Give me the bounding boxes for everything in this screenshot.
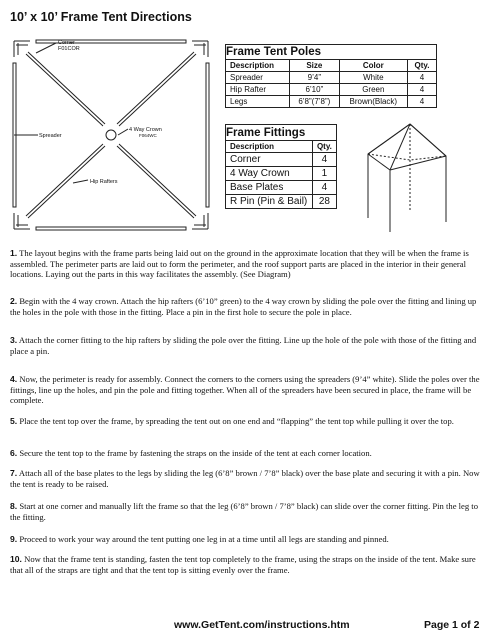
instruction-step: 5. Place the tent top over the frame, by spreading the tent out on one end and “flapping” the tent top while pulling it over the top. — [10, 416, 454, 426]
table-row — [226, 72, 437, 84]
instruction-step: 7. Attach all of the base plates to the legs by sliding the leg (6’8” brown / 7’8” black) over the base plate and securing it with a pin. Now the tent is ready to be raised. — [10, 468, 480, 489]
instruction-step: 8. Start at one corner and manually lift the frame so that the leg (6’8” brown / 7’8” black) can slide over the corner fitting. Pin the leg to the fitting. — [10, 501, 478, 522]
table-row — [226, 181, 337, 195]
table-cell: 4 — [408, 72, 437, 84]
table-cell: R Pin (Pin & Bail) — [226, 195, 313, 209]
frame-fittings-table — [225, 124, 337, 209]
instruction-step: 1. The layout begins with the frame parts being laid out on the ground in the approximate location that they will be when the frame is assembled. The perimeter parts are laid out to form the perimeter, and the roof support parts are placed in the interior in their general locations. Laying out the parts in this way facilitates the assembly. (See Diagram) — [10, 248, 469, 279]
spreader-label: Spreader — [39, 133, 62, 139]
table-cell: Green — [339, 84, 407, 96]
hip-rafters-label: Hip Rafters — [90, 179, 118, 185]
fittings-header-qty: Qty. — [312, 141, 336, 153]
page-title: 10’ x 10’ Frame Tent Directions — [10, 10, 192, 24]
fittings-header-description: Description — [226, 141, 313, 153]
poles-header-size: Size — [290, 60, 340, 72]
hip-rafter-tr — [117, 52, 196, 126]
table-row — [226, 167, 337, 181]
spreader-right — [206, 63, 209, 207]
corner-fitting-br — [192, 213, 208, 229]
corner-fitting-bl — [14, 213, 30, 229]
instruction-step: 4. Now, the perimeter is ready for assembly. Connect the corners to the corners using the spreaders (9’4” white). Slide the poles over the fittings, line up the holes, and pin the pole and fitting together. When all of the spreaders have been secured in place, the frame will be complete. — [10, 374, 480, 405]
table-cell: 1 — [312, 167, 336, 181]
table-row — [226, 195, 337, 209]
instruction-step: 10. Now that the frame tent is standing, fasten the tent top completely to the frame, using the straps on the inside of the tent. Make sure that all of the straps are tight and that the tent top is sitting evenly over the frame. — [10, 554, 476, 575]
table-cell: Brown(Black) — [339, 96, 407, 108]
poles-header-color: Color — [339, 60, 407, 72]
table-row — [226, 153, 337, 167]
table-cell: 4 Way Crown — [226, 167, 313, 181]
table-cell: 9’4” — [290, 72, 340, 84]
table-cell: Legs — [226, 96, 290, 108]
footer-url: www.GetTent.com/instructions.htm — [174, 619, 350, 631]
crown-code: F064WC — [139, 133, 157, 138]
table-cell: 4 — [408, 96, 437, 108]
poles-table-title: Frame Tent Poles — [226, 45, 437, 60]
hip-rafter-tl — [26, 52, 105, 126]
poles-header-description: Description — [226, 60, 290, 72]
table-cell: Hip Rafter — [226, 84, 290, 96]
table-row — [226, 84, 437, 96]
tent-frame-illustration — [350, 120, 470, 240]
frame-tent-poles-table — [225, 44, 437, 108]
table-cell: 4 — [408, 84, 437, 96]
table-cell: White — [339, 72, 407, 84]
table-row — [226, 96, 437, 108]
corner-label: Corner — [58, 40, 75, 46]
page-number: Page 1 of 2 — [424, 619, 480, 631]
poles-header-qty: Qty. — [408, 60, 437, 72]
crown-label: 4 Way Crown — [129, 127, 162, 133]
corner-fitting-tl — [14, 41, 30, 57]
table-cell: 4 — [312, 181, 336, 195]
table-cell: Base Plates — [226, 181, 313, 195]
table-cell: 6’10” — [290, 84, 340, 96]
instruction-step: 2. Begin with the 4 way crown. Attach the hip rafters (6’10” green) to the 4 way crown by sliding the pole over the fitting and lining up the holes in the pole with those in the fitting. Place a pin in the first hole to secure the pole in place. — [10, 296, 477, 317]
instruction-step: 3. Attach the corner fitting to the hip rafters by sliding the pole over the fitting. Line up the hole of the pole with those of the fitting and place a pin. — [10, 335, 477, 356]
hip-rafter-br — [117, 144, 196, 218]
frame-layout-diagram — [8, 35, 220, 235]
spreader-bottom — [36, 227, 186, 230]
fittings-table-title: Frame Fittings — [226, 125, 337, 141]
table-cell: Corner — [226, 153, 313, 167]
instruction-step: 6. Secure the tent top to the frame by fastening the straps on the inside of the tent at each corner location. — [10, 448, 372, 458]
corner-code: F01COR — [58, 46, 80, 52]
table-cell: 28 — [312, 195, 336, 209]
instruction-step: 9. Proceed to work your way around the tent putting one leg in at a time until all legs are standing and pinned. — [10, 534, 389, 544]
table-cell: Spreader — [226, 72, 290, 84]
corner-fitting-tr — [192, 41, 208, 57]
crown-fitting — [106, 130, 116, 140]
table-cell: 6’8”(7’8”) — [290, 96, 340, 108]
table-cell: 4 — [312, 153, 336, 167]
